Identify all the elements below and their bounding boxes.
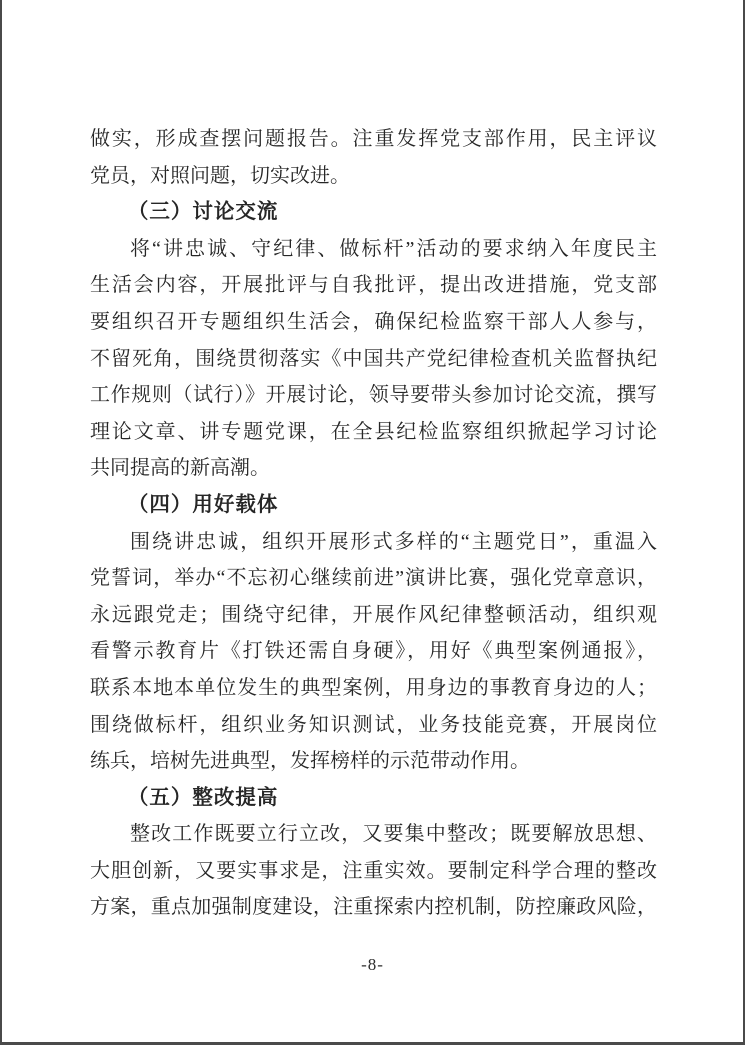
text-line: 党誓词，举办“不忘初心继续前进”演讲比赛，强化党章意识， [90,567,657,590]
section-heading: （五）整改提高 [127,785,279,809]
document-content [90,121,657,926]
section-heading: （四）用好载体 [127,492,279,516]
text-line: 方案，重点加强制度建设，注重探索内控机制，防控廉政风险， [90,896,657,919]
text-line: 练兵，培树先进典型，发挥榜样的示范带动作用。 [90,750,530,773]
paragraph [90,121,657,194]
text-line: 工作规则（试行）》开展讨论，领导要带头参加讨论交流，撰写 [90,384,657,407]
text-line: 党员，对照问题，切实改进。 [90,164,350,187]
text-line: 共同提高的新高潮。 [90,457,270,480]
page-footer [2,955,743,975]
text-line: 围绕讲忠诚，组织开展形式多样的“主题党日”，重温入 [130,530,657,553]
text-line: 不留死角，围绕贯彻落实《中国共产党纪律检查机关监督执纪 [90,347,657,370]
text-line: 看警示教育片《打铁还需自身硬》，用好《典型案例通报》， [90,640,657,663]
text-line: 将“讲忠诚、守纪律、做标杆”活动的要求纳入年度民主 [130,237,657,260]
text-line: 永远跟党走；围绕守纪律，开展作风纪律整顿活动，组织观 [90,603,657,626]
text-line: 做实，形成查摆问题报告。注重发挥党支部作用，民主评议 [90,128,657,150]
section-heading: （三）讨论交流 [127,200,279,224]
paragraph [90,816,657,926]
text-line: 整改工作既要立行立改，又要集中整改；既要解放思想、 [130,823,657,846]
paragraph [90,524,657,780]
page-number: -8- [361,955,384,974]
text-line: 大胆创新，又要实事求是，注重实效。要制定科学合理的整改 [90,859,657,882]
text-line: 要组织召开专题组织生活会，确保纪检监察干部人人参与， [90,310,657,333]
paragraph [90,231,657,487]
text-line: 生活会内容，开展批评与自我批评，提出改进措施，党支部 [90,274,657,297]
text-line: 联系本地本单位发生的典型案例，用身边的事教育身边的人； [90,676,657,699]
text-line: 理论文章、讲专题党课，在全县纪检监察组织掀起学习讨论 [90,420,657,443]
text-line: 围绕做标杆，组织业务知识测试，业务技能竞赛，开展岗位 [90,713,657,736]
